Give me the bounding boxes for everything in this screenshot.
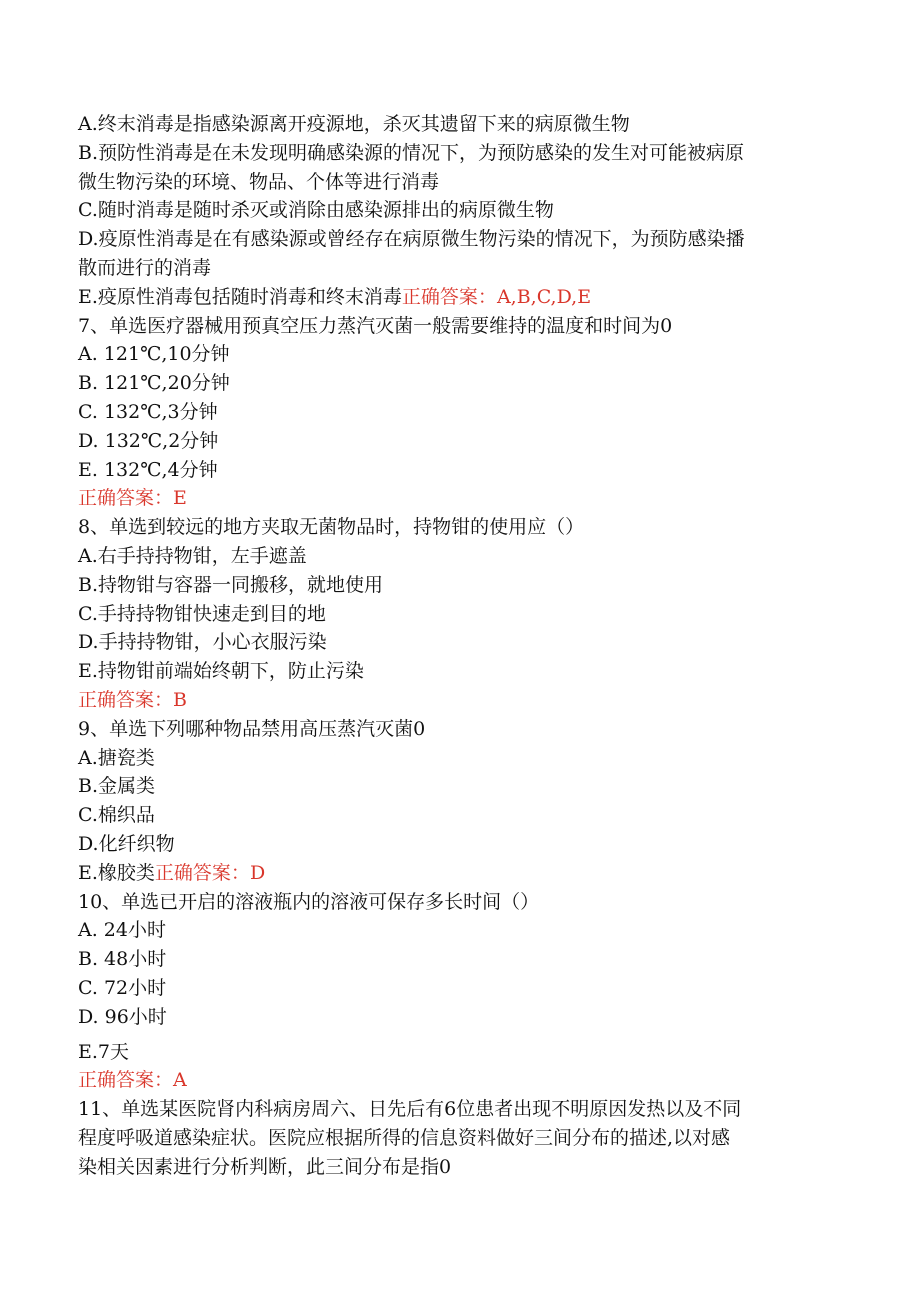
q10-option-b: B. 48小时: [78, 948, 167, 971]
q6-answer-label: 正确答案：: [401, 285, 497, 308]
q9-option-e: E.橡胶类: [78, 861, 155, 884]
q10-option-a: A. 24小时: [78, 919, 166, 942]
q7-stem: 7、单选医疗器械用预真空压力蒸汽灭菌一般需要维持的温度和时间为0: [78, 314, 673, 337]
q9-stem: 9、单选下列哪种物品禁用高压蒸汽灭菌0: [78, 717, 426, 740]
q10-answer: A: [173, 1069, 187, 1092]
q6-option-e: E.疫原性消毒包括随时消毒和终末消毒: [78, 285, 402, 308]
q8-option-b: B.持物钳与容器一同搬移，就地使用: [78, 573, 384, 596]
q7-option-e: E. 132℃,4分钟: [78, 458, 218, 481]
q6-option-c: C.随时消毒是随时杀灭或消除由感染源排出的病原微生物: [78, 199, 554, 222]
q10-stem: 10、单选已开启的溶液瓶内的溶液可保存多长时间（）: [78, 890, 540, 913]
q10-answer-label: 正确答案：: [78, 1069, 174, 1092]
q9-option-b: B.金属类: [78, 775, 156, 798]
q7-option-c: C. 132℃,3分钟: [78, 400, 218, 423]
q11-stem-line1: 11、单选某医院肾内科病房周六、日先后有6位患者出现不明原因发热以及不同: [78, 1098, 742, 1121]
q6-option-b-line2: 微生物污染的环境、物品、个体等进行消毒: [78, 170, 440, 193]
q6-option-b-line1: B.预防性消毒是在未发现明确感染源的情况下，为预防感染的发生对可能被病原: [78, 141, 745, 164]
q9-option-e-row: [78, 859, 838, 888]
q11-stem-line2: 程度呼吸道感染症状。医院应根据所得的信息资料做好三间分布的描述,以对感: [78, 1126, 731, 1149]
q7-option-b: B. 121℃,20分钟: [78, 372, 230, 395]
q8-stem: 8、单选到较远的地方夹取无菌物品时，持物钳的使用应（）: [78, 516, 585, 539]
q6-option-d-line1: D.疫原性消毒是在有感染源或曾经存在病原微生物污染的情况下，为预防感染播: [78, 228, 745, 251]
q6-option-e-row: [78, 283, 838, 312]
q9-option-c: C.棉织品: [78, 804, 155, 827]
q9-option-d: D.化纤织物: [78, 832, 175, 855]
q6-option-a: A.终末消毒是指感染源离开疫源地，杀灭其遗留下来的病原微生物: [78, 113, 630, 135]
q8-option-d: D.手持持物钳，小心衣服污染: [78, 631, 327, 654]
q8-option-c: C.手持持物钳快速走到目的地: [78, 602, 326, 625]
q7-answer-label: 正确答案：: [78, 487, 174, 510]
q7-answer-row: [78, 484, 838, 513]
q7-option-a: A. 121℃,10分钟: [78, 343, 230, 366]
q8-answer: B: [173, 688, 187, 711]
q8-option-a: A.右手持持物钳，左手遮盖: [78, 544, 307, 567]
q11-stem-line3: 染相关因素进行分析判断，此三间分布是指0: [78, 1155, 452, 1178]
q8-answer-label: 正确答案：: [78, 688, 174, 711]
q10-answer-row: [78, 1066, 838, 1095]
document-page: [78, 110, 838, 1181]
q9-option-a: A.搪瓷类: [78, 746, 155, 769]
q6-answer: A,B,C,D,E: [496, 285, 592, 308]
q9-answer-label: 正确答案：: [154, 861, 250, 884]
q9-answer: D: [249, 861, 266, 884]
q7-answer: E: [173, 487, 187, 510]
q8-option-e: E.持物钳前端始终朝下，防止污染: [78, 660, 364, 683]
q7-option-d: D. 132℃,2分钟: [78, 429, 219, 452]
q10-option-d: D. 96小时: [78, 1005, 167, 1028]
q10-option-e: E.7天: [78, 1040, 129, 1063]
q10-option-c: C. 72小时: [78, 976, 167, 999]
q8-answer-row: [78, 686, 838, 715]
q6-option-d-line2: 散而进行的消毒: [78, 256, 212, 279]
